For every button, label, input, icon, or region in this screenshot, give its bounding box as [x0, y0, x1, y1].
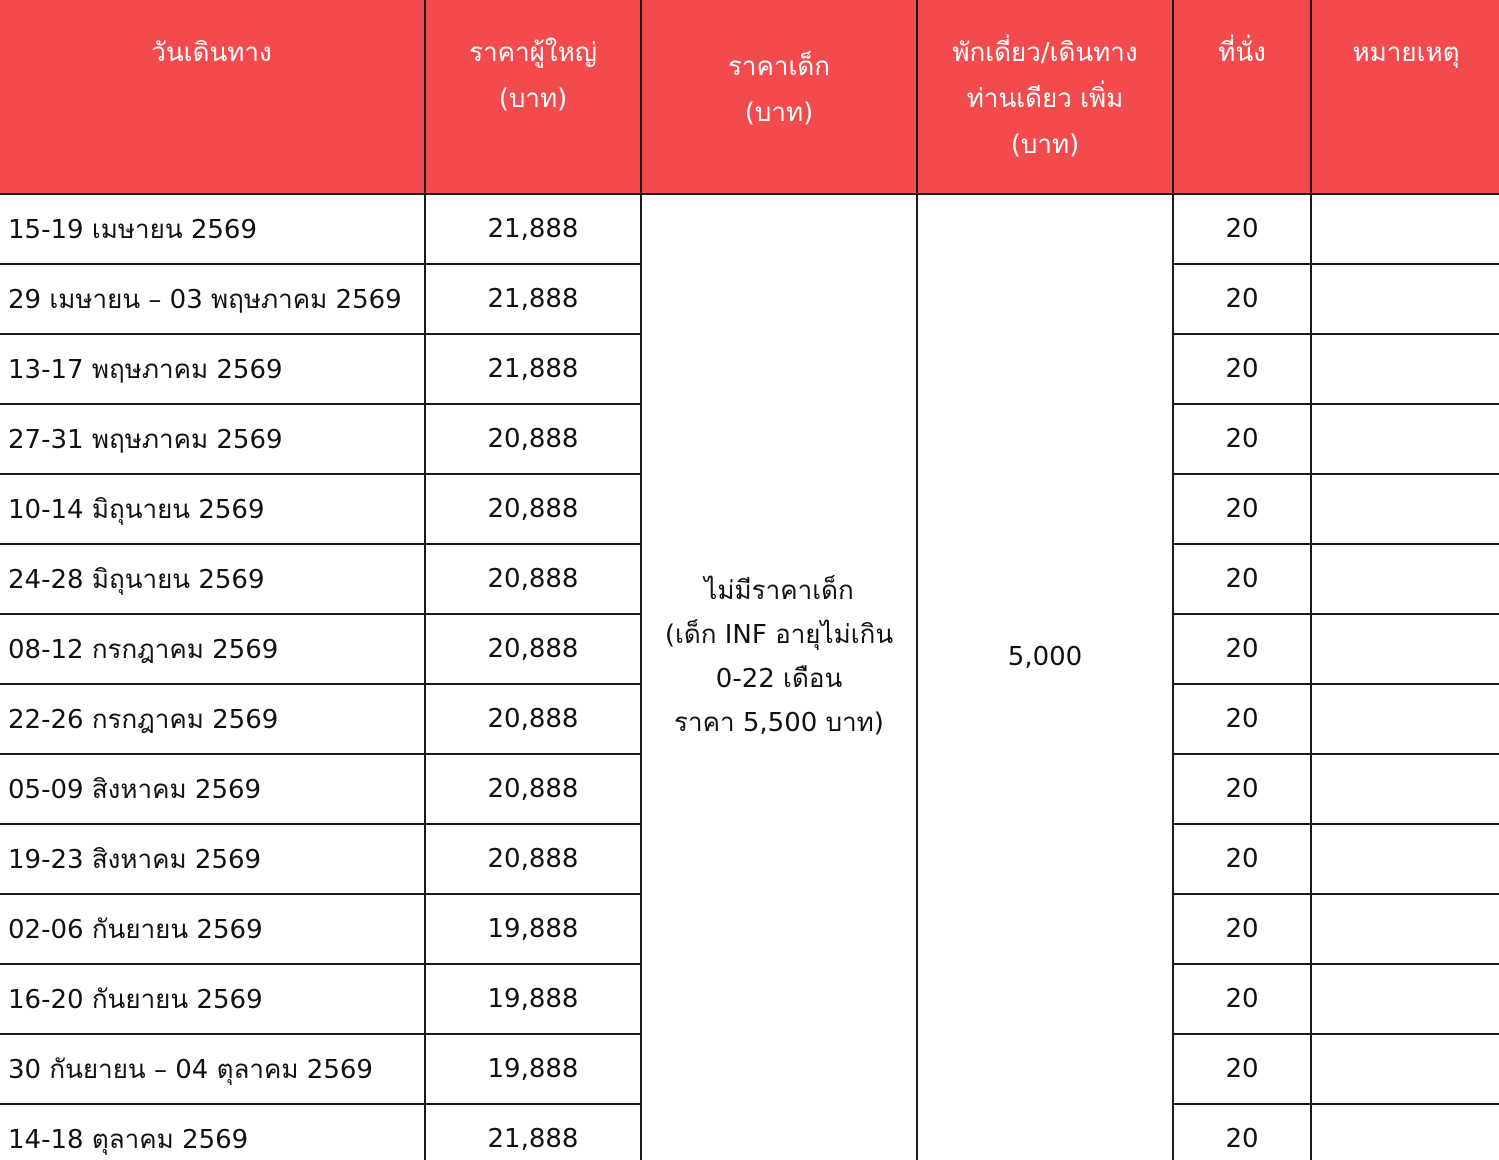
cell-date: 30 กันยายน – 04 ตุลาคม 2569: [0, 1034, 425, 1104]
header-adult-line2: (บาท): [498, 84, 568, 114]
table-header: [0, 0, 1499, 194]
cell-date: 15-19 เมษายน 2569: [0, 194, 425, 264]
cell-remark: [1311, 544, 1499, 614]
cell-child-price: [641, 194, 917, 1160]
cell-adult-price: 20,888: [425, 544, 641, 614]
header-child-price: [641, 0, 917, 194]
cell-seats: 20: [1173, 614, 1311, 684]
cell-remark: [1311, 264, 1499, 334]
cell-remark: [1311, 894, 1499, 964]
cell-adult-price: 19,888: [425, 894, 641, 964]
cell-seats: 20: [1173, 894, 1311, 964]
cell-adult-price: 20,888: [425, 474, 641, 544]
cell-date: 22-26 กรกฎาคม 2569: [0, 684, 425, 754]
cell-remark: [1311, 334, 1499, 404]
cell-remark: [1311, 474, 1499, 544]
header-seats-label: ที่นั่ง: [1218, 38, 1266, 68]
cell-remark: [1311, 614, 1499, 684]
cell-adult-price: 19,888: [425, 964, 641, 1034]
table-body: [0, 194, 1499, 1160]
cell-date: 13-17 พฤษภาคม 2569: [0, 334, 425, 404]
cell-date: 24-28 มิถุนายน 2569: [0, 544, 425, 614]
single-supplement-value: 5,000: [1007, 641, 1083, 672]
cell-adult-price: 21,888: [425, 334, 641, 404]
cell-remark: [1311, 754, 1499, 824]
cell-adult-price: 20,888: [425, 824, 641, 894]
cell-date: 14-18 ตุลาคม 2569: [0, 1104, 425, 1160]
cell-date: 19-23 สิงหาคม 2569: [0, 824, 425, 894]
cell-remark: [1311, 824, 1499, 894]
child-price-line4: ราคา 5,500 บาท): [674, 707, 884, 738]
cell-adult-price: 19,888: [425, 1034, 641, 1104]
cell-date: 05-09 สิงหาคม 2569: [0, 754, 425, 824]
cell-remark: [1311, 404, 1499, 474]
cell-date: 29 เมษายน – 03 พฤษภาคม 2569: [0, 264, 425, 334]
cell-seats: 20: [1173, 964, 1311, 1034]
cell-adult-price: 21,888: [425, 194, 641, 264]
child-price-line3: 0-22 เดือน: [715, 663, 843, 694]
cell-seats: 20: [1173, 754, 1311, 824]
cell-seats: 20: [1173, 684, 1311, 754]
cell-seats: 20: [1173, 404, 1311, 474]
header-adult-price: [425, 0, 641, 194]
header-date-label: วันเดินทาง: [151, 38, 272, 68]
header-adult-line1: ราคาผู้ใหญ่: [469, 38, 597, 68]
cell-seats: 20: [1173, 544, 1311, 614]
cell-seats: 20: [1173, 1104, 1311, 1160]
cell-remark: [1311, 964, 1499, 1034]
cell-date: 10-14 มิถุนายน 2569: [0, 474, 425, 544]
cell-adult-price: 20,888: [425, 754, 641, 824]
cell-seats: 20: [1173, 474, 1311, 544]
header-date: [0, 0, 425, 194]
cell-remark: [1311, 1104, 1499, 1160]
cell-date: 16-20 กันยายน 2569: [0, 964, 425, 1034]
header-remark-label: หมายเหตุ: [1352, 38, 1460, 68]
header-single-line3: (บาท): [1010, 130, 1080, 160]
cell-seats: 20: [1173, 1034, 1311, 1104]
cell-seats: 20: [1173, 264, 1311, 334]
cell-adult-price: 20,888: [425, 684, 641, 754]
cell-adult-price: 20,888: [425, 404, 641, 474]
header-remark: [1311, 0, 1499, 194]
cell-seats: 20: [1173, 334, 1311, 404]
cell-adult-price: 21,888: [425, 264, 641, 334]
cell-remark: [1311, 684, 1499, 754]
header-child-line1: ราคาเด็ก: [727, 52, 831, 82]
header-single-supplement: [917, 0, 1173, 194]
cell-adult-price: 20,888: [425, 614, 641, 684]
header-single-line2: ท่านเดียว เพิ่ม: [966, 84, 1124, 114]
cell-adult-price: 21,888: [425, 1104, 641, 1160]
header-child-line2: (บาท): [744, 98, 814, 128]
header-seats: [1173, 0, 1311, 194]
cell-date: 02-06 กันยายน 2569: [0, 894, 425, 964]
child-price-line2: (เด็ก INF อายุไม่เกิน: [664, 619, 894, 650]
cell-seats: 20: [1173, 824, 1311, 894]
child-price-line1: ไม่มีราคาเด็ก: [704, 575, 854, 606]
cell-remark: [1311, 194, 1499, 264]
header-row: [0, 0, 1499, 194]
cell-date: 27-31 พฤษภาคม 2569: [0, 404, 425, 474]
table-row: [0, 194, 1499, 264]
header-single-line1: พักเดี่ยว/เดินทาง: [952, 38, 1138, 68]
cell-remark: [1311, 1034, 1499, 1104]
cell-single-supplement: [917, 194, 1173, 1160]
cell-seats: 20: [1173, 194, 1311, 264]
cell-date: 08-12 กรกฎาคม 2569: [0, 614, 425, 684]
